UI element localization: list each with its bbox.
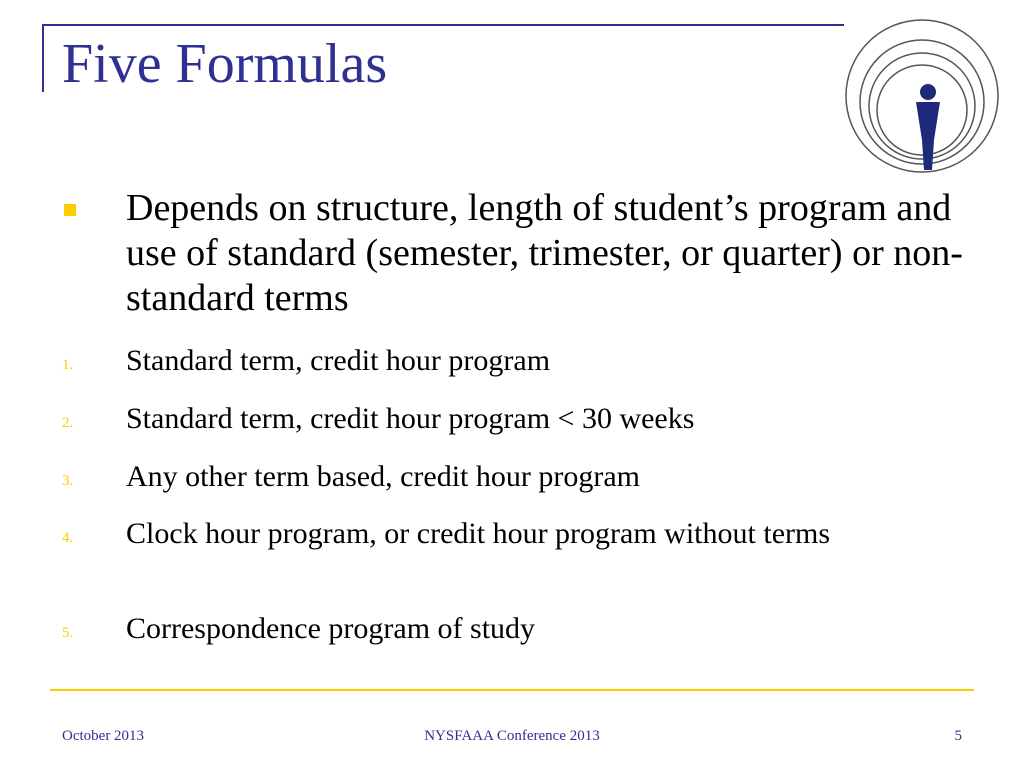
list-marker: 1.	[62, 357, 74, 373]
main-bullet-text: Depends on structure, length of student’s program and use of standard (semester, trimester, or quarter) or non-standard terms	[126, 187, 963, 319]
slide-title: Five Formulas	[62, 33, 388, 95]
list-item-text: Standard term, credit hour program	[126, 344, 551, 377]
list-marker: 2.	[62, 415, 74, 431]
footer-date: October 2013	[62, 728, 145, 744]
yellow-square-bullet-icon	[64, 204, 76, 216]
conference-logo-icon	[840, 16, 1010, 174]
footer-conference: NYSFAAA Conference 2013	[424, 728, 600, 744]
list-marker: 5.	[62, 625, 74, 641]
list-marker: 4.	[62, 530, 74, 546]
footer-rule	[50, 689, 974, 691]
list-item-text: Clock hour program, or credit hour program without terms	[126, 517, 831, 550]
title-rule-top	[42, 24, 844, 26]
list-marker: 3.	[62, 473, 74, 489]
footer-page-number: 5	[954, 728, 962, 744]
title-rule-left	[42, 24, 44, 92]
list-item-text: Standard term, credit hour program < 30 weeks	[126, 402, 695, 435]
list-item-text: Correspondence program of study	[126, 612, 536, 645]
list-item-text: Any other term based, credit hour program	[126, 460, 640, 493]
